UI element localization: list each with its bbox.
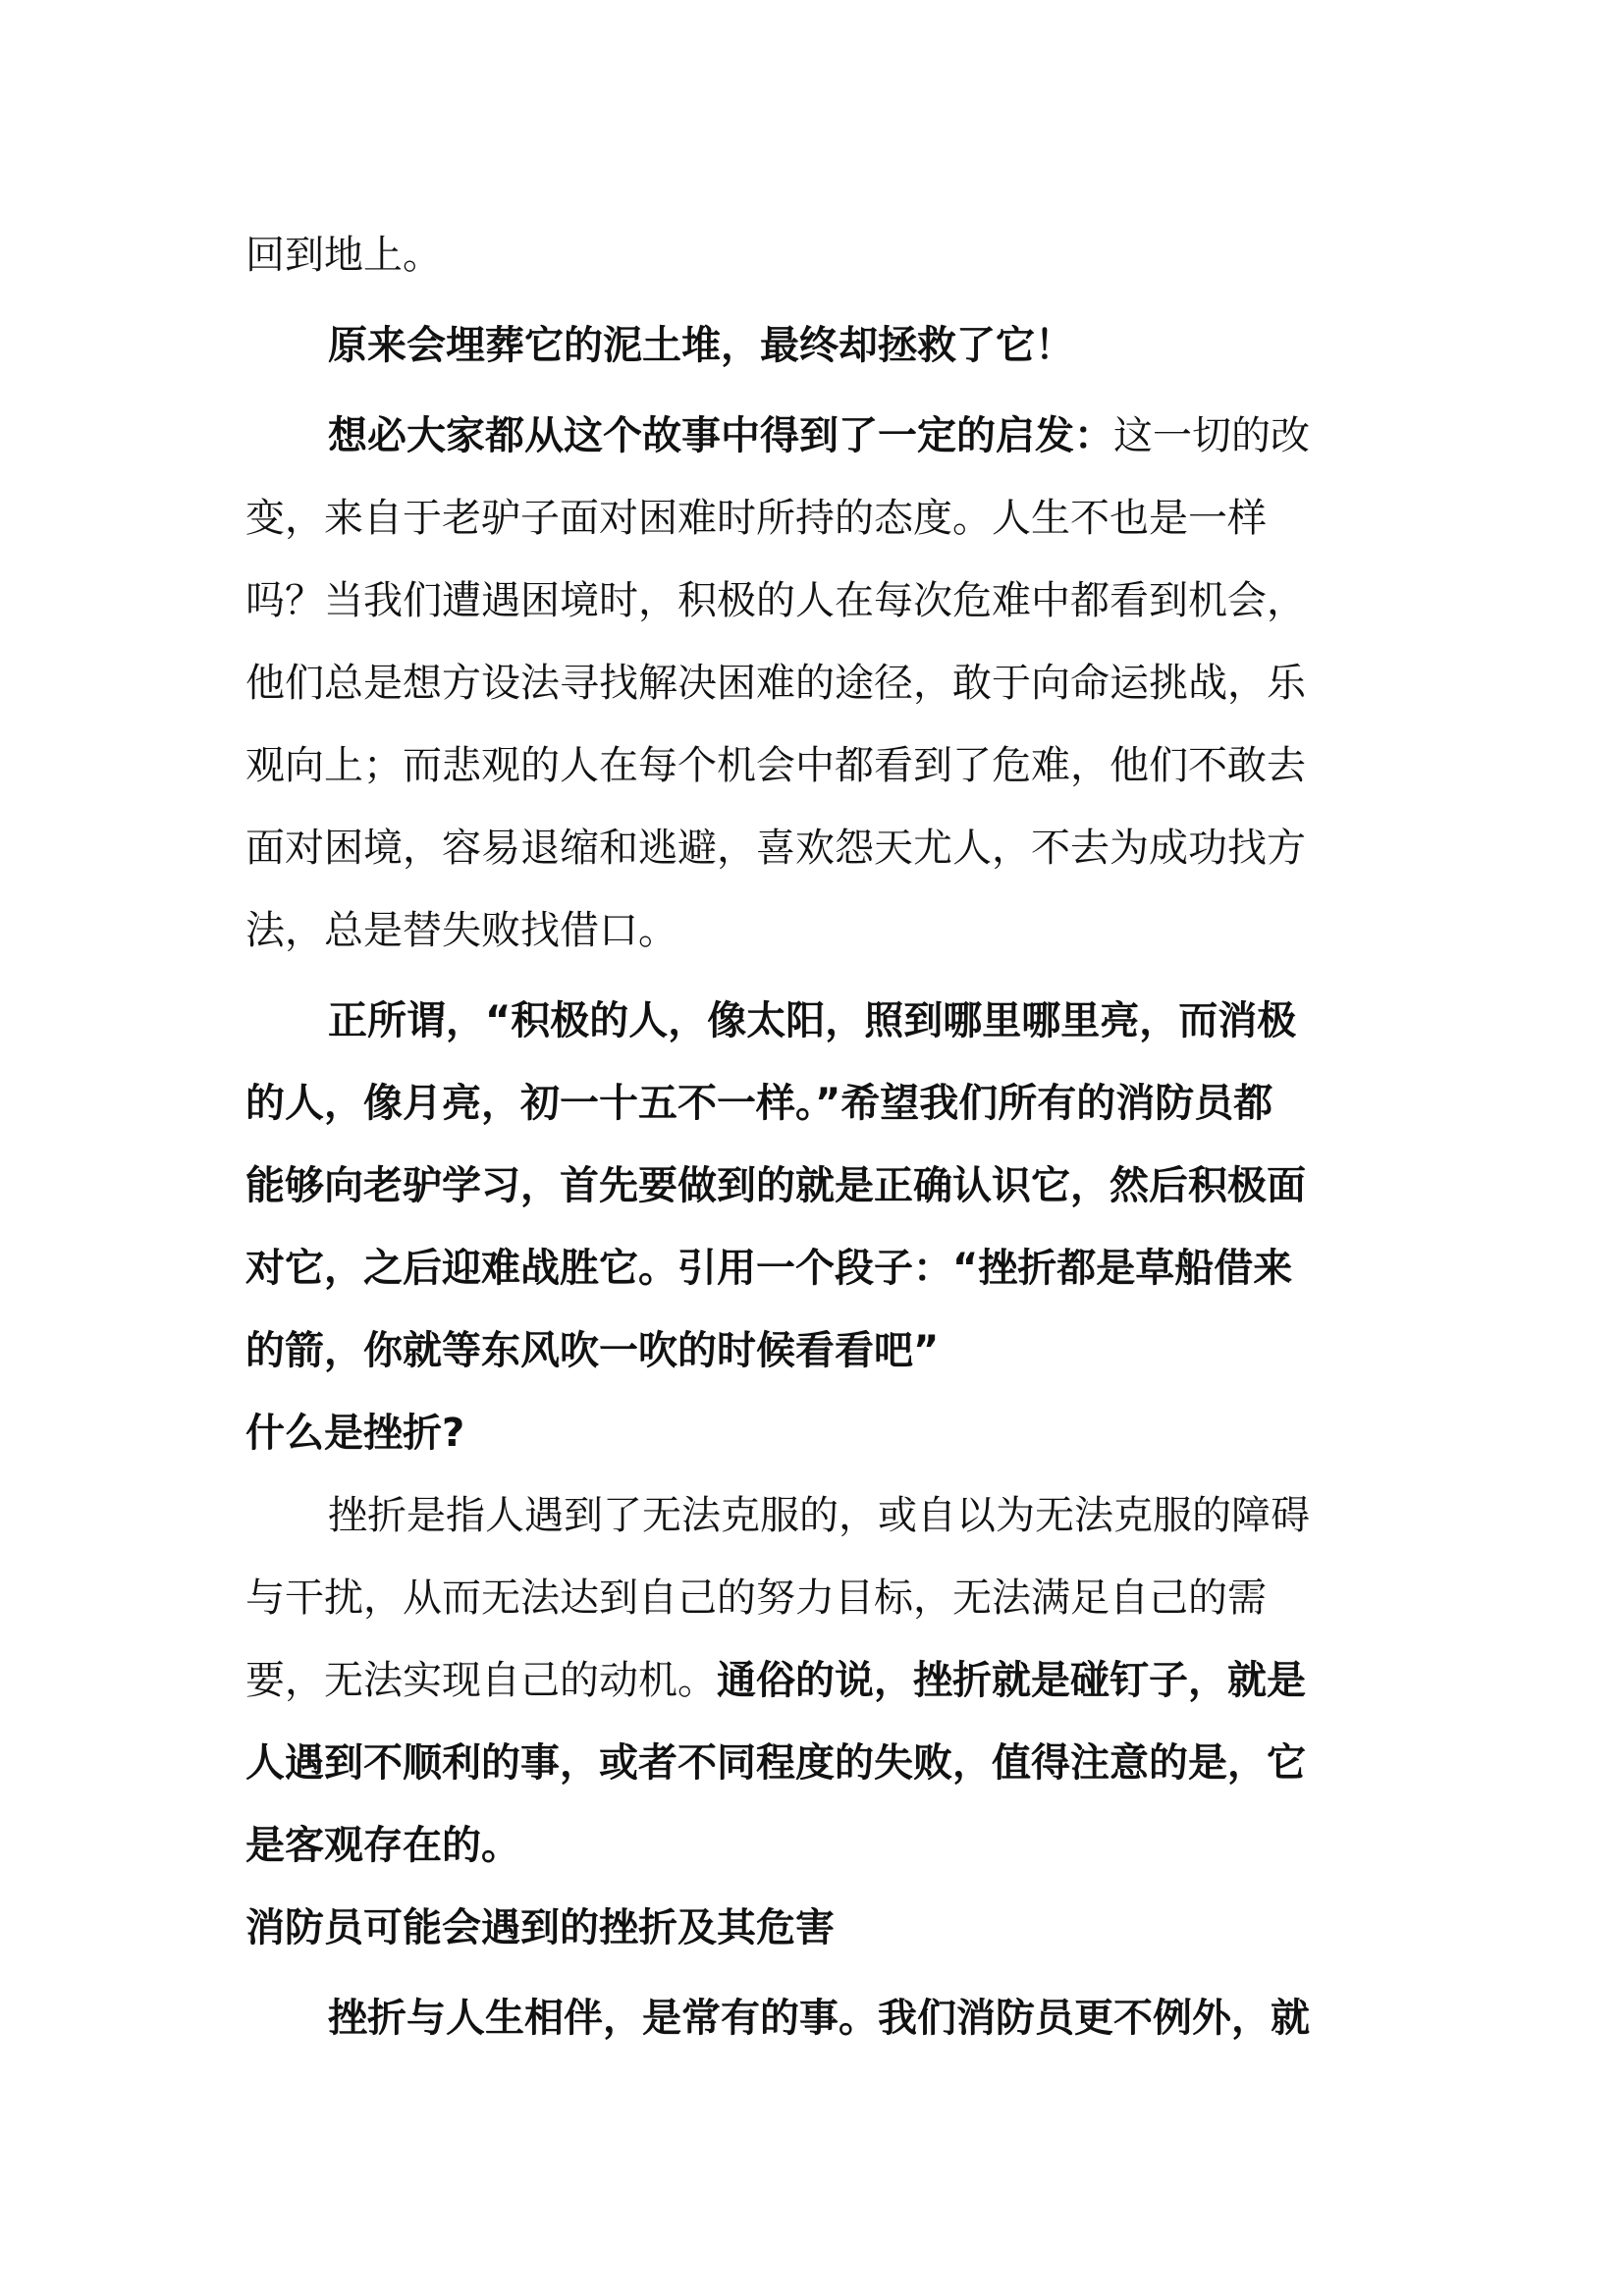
line-4-seg-1: 变，来自于老驴子面对困难时所持的态度。人生不也是一样 [245,496,1267,541]
line-18-seg-1: 要，无法实现自己的动机。 [245,1658,717,1703]
line-3-seg-2: 这一切的改 [1113,413,1310,458]
section-heading-what-is-frustration [245,1392,1384,1474]
section-heading-firefighter-frustrations [245,1887,1384,1969]
line-22-seg-1: 挫折与人生相伴，是常有的事。我们消防员更不例外，就 [328,1996,1310,2041]
line-5-seg-1: 吗？当我们遭遇困境时，积极的人在每次危难中都看到机会， [245,578,1306,623]
text-line-5 [245,560,1384,642]
text-line-12 [245,1145,1384,1227]
text-line-3 [245,395,1384,477]
line-9-seg-1: 法，总是替失败找借口。 [245,908,677,953]
text-line-8 [245,807,1384,889]
line-14-seg-1: 的箭，你就等东风吹一吹的时候看看吧” [245,1328,940,1373]
text-line-20 [245,1804,1384,1887]
text-line-18 [245,1639,1384,1722]
text-line-4 [245,477,1384,560]
line-7-seg-1: 观向上；而悲观的人在每个机会中都看到了危难，他们不敢去 [245,743,1306,788]
line-17-seg-1: 与干扰，从而无法达到自己的努力目标，无法满足自己的需 [245,1575,1267,1621]
line-10-seg-1: 正所谓，“积极的人，像太阳，照到哪里哪里亮，而消极 [328,998,1297,1043]
line-21-seg-1: 消防员可能会遇到的挫折及其危害 [245,1905,835,1950]
line-3-seg-1: 想必大家都从这个故事中得到了一定的启发： [328,413,1113,458]
text-line-11 [245,1062,1384,1145]
text-line-1 [245,214,1384,296]
line-19-seg-1: 人遇到不顺利的事，或者不同程度的失败，值得注意的是，它 [245,1740,1306,1786]
text-line-2 [245,304,1384,387]
text-line-19 [245,1722,1384,1804]
text-line-22 [245,1977,1384,2059]
line-15-seg-1: 什么是挫折? [245,1411,465,1456]
text-line-17 [245,1557,1384,1639]
line-2-seg-1: 原来会埋葬它的泥土堆，最终却拯救了它！ [328,323,1074,368]
line-8-seg-1: 面对困境，容易退缩和逃避，喜欢怨天尤人，不去为成功找方 [245,826,1306,871]
text-line-10 [245,980,1384,1062]
line-12-seg-1: 能够向老驴学习，首先要做到的就是正确认识它，然后积极面 [245,1163,1306,1208]
text-line-7 [245,724,1384,807]
line-20-seg-1: 是客观存在的。 [245,1823,520,1868]
line-6-seg-1: 他们总是想方设法寻找解决困难的途径，敢于向命运挑战，乐 [245,661,1306,706]
line-16-seg-1: 挫折是指人遇到了无法克服的，或自以为无法克服的障碍 [328,1493,1310,1538]
line-1-seg-1: 回到地上。 [245,233,442,278]
line-11-seg-1: 的人，像月亮，初一十五不一样。”希望我们所有的消防员都 [245,1081,1273,1126]
text-line-13 [245,1227,1384,1309]
text-line-6 [245,642,1384,724]
text-line-9 [245,889,1384,972]
text-line-16 [245,1474,1384,1557]
line-13-seg-1: 对它，之后迎难战胜它。引用一个段子：“挫折都是草船借来 [245,1246,1293,1291]
text-line-14 [245,1309,1384,1392]
line-18-seg-2: 通俗的说，挫折就是碰钉子，就是 [717,1658,1306,1703]
document-page [245,214,1384,2059]
